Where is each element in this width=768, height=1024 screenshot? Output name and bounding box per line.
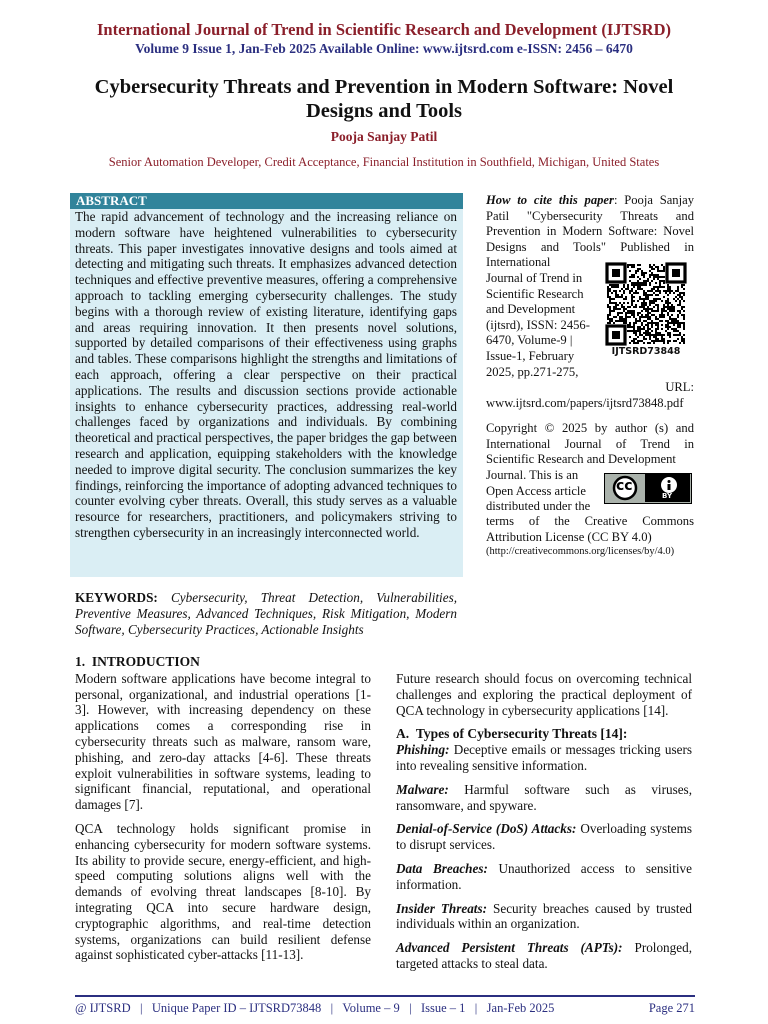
threat-desc: Harmful software such as viruses, ransomware, and spyware. <box>396 781 692 813</box>
citation-left-text: Journal of Trend in Scientific Research and Development (ijtsrd), ISSN: 2456-6470, Volume-9 | Issue-1, February 2025, pp.271-275, <box>486 271 590 379</box>
threat-term: Advanced Persistent Threats (APTs): <box>396 940 623 956</box>
section-heading-introduction: 1. INTRODUCTION <box>75 654 200 669</box>
page-footer <box>75 1000 695 1016</box>
cc-by-badge <box>604 473 692 504</box>
cc-terms-text: terms of the Creative Commons Attribution License (CC BY 4.0) <box>486 514 694 544</box>
abstract-text: The rapid advancement of technology and the increasing reliance on modern software have heightened vulnerabilities to cybersecurity threats. This paper investigates innovative designs and tools aimed at detecting and mitigating such threats. It emphasizes advanced detection techniques and effective preventive measures, offering a comprehensive approach to tackling emerging cybersecurity challenges. The study begins with a thorough review of existing literature, identifying gaps and areas requiring innovation. It then presents novel solutions, supported by detailed comparisons of their effectiveness using graphs and tables. These comparisons highlight the strengths and limitations of each approach, offering a clear perspective on their practical applications. The results and discussion sections provide actionable insights to enhance cybersecurity practices, addressing real-world challenges faced by organizations and individuals. By combining theoretical and practical perspectives, the paper bridges the gap between research and application, equipping stakeholders with the knowledge needed to improve digital security. The conclusion summarizes the key findings, reinforcing the importance of adopting advanced techniques to counter evolving cyber threats. Overall, this study serves as a valuable resource for researchers, practitioners, and policymakers striving to strengthen cybersecurity in an increasingly interconnected world. <box>75 209 457 540</box>
footer-text: @ IJTSRD | Unique Paper ID – IJTSRD73848 | Volume – 9 | Issue – 1 | Jan-Feb 2025 <box>75 1001 555 1015</box>
copyright-text: Copyright © 2025 by author (s) and International Journal of Trend in Scientific Research and Development <box>486 421 694 467</box>
threat-item <box>396 782 692 814</box>
citation-url-block <box>486 380 694 411</box>
citation-top: How to cite this paper: Pooja Sanjay Patil "Cybersecurity Threats and Prevention in Modern Software: Novel Designs and Tools" Published in International <box>486 193 694 270</box>
citation-top-text: Pooja Sanjay Patil "Cybersecurity Threats and Prevention in Modern Software: Novel Designs and Tools" Published in International <box>486 193 694 270</box>
cc-license-url[interactable]: (http://creativecommons.org/licenses/by/4.0) <box>486 546 675 557</box>
paper-author: Pooja Sanjay Patil <box>330 129 438 144</box>
cc-badge-label: cc <box>616 478 633 494</box>
threat-desc: Security breaches caused by trusted individuals within an organization. <box>396 900 693 932</box>
right-column <box>396 671 692 980</box>
by-badge-label: BY <box>662 492 673 500</box>
intro-paragraph-1: Modern software applications have become integral to personal, organizational, and industrial operations [1-3]. However, with increasing dependency on these applications comes a corresponding rise in cybersecurity threats such as malware, ransom ware, phishing, and zero-day attacks [4-6]. These threats exploit vulnerabilities in software systems, leading to significant financial, reputational, and operational damages [7]. <box>75 670 371 813</box>
citation-url[interactable]: www.ijtsrd.com/papers/ijtsrd73848.pdf <box>486 395 684 410</box>
threat-item <box>396 861 692 893</box>
abstract-heading: ABSTRACT <box>70 193 463 209</box>
keywords-text: Cybersecurity, Threat Detection, Vulnerabilities, Preventive Measures, Advanced Techniques, Risk Mitigation, Modern Software, Cybersecurity Practices, Actionable Insights <box>75 590 457 637</box>
journal-name: International Journal of Trend in Scientific Research and Development (IJTSRD) <box>97 20 671 39</box>
keywords-label: KEYWORDS: <box>75 590 158 605</box>
qr-code <box>605 262 687 346</box>
threat-desc: Prolonged, targeted attacks to steal data. <box>396 940 692 971</box>
threat-desc: Deceptive emails or messages tricking users into revealing sensitive information. <box>396 742 692 773</box>
threat-item <box>396 940 692 972</box>
qr-code-label: IJTSRD73848 <box>611 346 681 357</box>
threat-term: Malware: <box>396 781 449 797</box>
threat-desc: Overloading systems to disrupt services. <box>396 821 692 853</box>
footer-divider <box>75 995 695 997</box>
citation-label: How to cite this paper <box>486 193 614 207</box>
subsection-heading-threat-types: A. Types of Cybersecurity Threats [14]: <box>396 726 628 742</box>
journal-volume-line: Volume 9 Issue 1, Jan-Feb 2025 Available Online: www.ijtsrd.com e-ISSN: 2456 – 6470 <box>135 41 633 56</box>
keywords <box>75 590 457 638</box>
threat-item <box>396 821 692 853</box>
left-column <box>75 654 371 971</box>
threat-term: Insider Threats: <box>396 900 487 916</box>
threat-term: Denial-of-Service (DoS) Attacks: <box>396 821 577 837</box>
threat-item <box>396 901 692 933</box>
author-affiliation: Senior Automation Developer, Credit Acceptance, Financial Institution in Southfield, Michigan, United States <box>108 155 660 169</box>
qr-code-graphic <box>605 262 687 346</box>
page-number: Page 271 <box>648 1001 695 1015</box>
threat-term: Data Breaches: <box>396 860 488 876</box>
threat-item <box>396 742 692 774</box>
citation-url-label: URL: <box>665 380 694 394</box>
threat-term: Phishing: <box>396 742 450 758</box>
cc-open-access-text: Journal. This is an Open Access article distributed under the <box>486 468 591 514</box>
threat-desc: Unauthorized access to sensitive information. <box>396 860 692 892</box>
intro-paragraph-2: QCA technology holds significant promise in enhancing cybersecurity for modern software systems. Its ability to provide secure, energy-efficient, and high-speed computing solutions aligns well with the demands of evolving threat landscapes [8-10]. By integrating QCA into secure hardware design, cryptographic algorithms, and real-time detection systems, organizations can build resilient defense against sophisticated cyber-attacks [11-13]. <box>75 820 371 963</box>
intro-paragraph-3: Future research should focus on overcoming technical challenges and exploring the practical deployment of QCA technology in cybersecurity applications [14]. <box>396 671 692 718</box>
paper-title: Cybersecurity Threats and Prevention in Modern Software: Novel Designs and Tools <box>94 76 674 122</box>
